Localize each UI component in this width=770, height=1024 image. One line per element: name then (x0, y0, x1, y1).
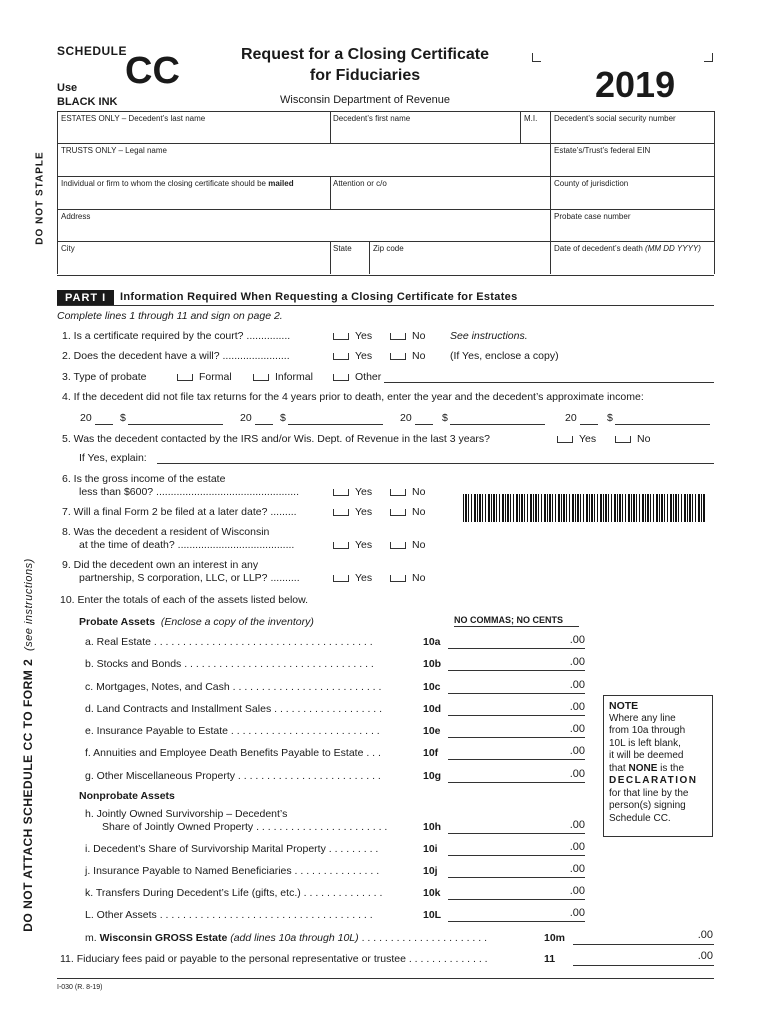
no-commas-header: NO COMMAS; NO CENTS (454, 615, 563, 625)
asset-10b-cents: .00 (569, 656, 585, 668)
asset-10f-label: f. Annuities and Employee Death Benefits Payable to Estate . . . (85, 747, 381, 759)
asset-10b-input[interactable] (448, 670, 585, 671)
q2-yes-checkbox[interactable]: Yes (333, 350, 372, 362)
part-i-tag: PART I (57, 290, 114, 306)
asset-10d-label: d. Land Contracts and Installment Sales . . . . . . . . . . . . . . . . . . . (85, 703, 383, 715)
q5-no-checkbox[interactable]: No (615, 433, 650, 445)
q4-year-4: 20 (565, 412, 577, 424)
asset-10k-cents: .00 (569, 885, 585, 897)
asset-10f-cents: .00 (569, 745, 585, 757)
question-6-line2: less than $600? ................................................. (79, 486, 300, 498)
schedule-label: SCHEDULE (57, 44, 128, 58)
asset-10i-cents: .00 (569, 841, 585, 853)
line-11-cents: .00 (697, 950, 713, 962)
asset-10a-label: a. Real Estate . . . . . . . . . . . . . . . . . . . . . . . . . . . . . . . . . . . . . . (85, 636, 373, 648)
asset-10c-input[interactable] (448, 693, 585, 694)
asset-10c-cents: .00 (569, 679, 585, 691)
probate-other-checkbox[interactable]: Other (333, 371, 381, 383)
probate-case-field[interactable]: Probate case number (554, 212, 631, 221)
q4-dollar-3: $ (442, 412, 448, 424)
county-field[interactable]: County of jurisdiction (554, 179, 629, 188)
form-title (200, 44, 530, 86)
asset-10h-number: 10h (423, 821, 442, 833)
corner-mark-right (704, 53, 713, 62)
line-11-number: 11 (544, 953, 556, 965)
asset-10j-number: 10j (423, 865, 438, 877)
do-not-staple-label: DO NOT STAPLE (34, 150, 46, 245)
part-i-instruction: Complete lines 1 through 11 and sign on page 2. (57, 310, 283, 322)
q4-year-3: 20 (400, 412, 412, 424)
line-11-input[interactable] (573, 965, 714, 966)
question-5: 5. Was the decedent contacted by the IRS and/or Wis. Dept. of Revenue in the last 3 years? (62, 433, 491, 445)
use-label: Use (57, 82, 78, 94)
asset-10m-label: m. Wisconsin GROSS Estate (add lines 10a through 10L) . . . . . . . . . . . . . . . . . . . . . . (85, 932, 488, 944)
city-field[interactable]: City (61, 244, 75, 253)
asset-10l-input[interactable] (448, 921, 585, 922)
asset-10a-cents: .00 (569, 634, 585, 646)
q4-income-1[interactable] (128, 424, 223, 425)
q4-dollar-2: $ (280, 412, 286, 424)
q5-explain-label: If Yes, explain: (79, 452, 147, 464)
probate-formal-checkbox[interactable]: Formal (177, 371, 232, 383)
q4-dollar-4: $ (607, 412, 613, 424)
part-i-title: Information Required When Requesting a Closing Certificate for Estates (120, 291, 518, 303)
probate-informal-checkbox[interactable]: Informal (253, 371, 313, 383)
asset-10j-label: j. Insurance Payable to Named Beneficiaries . . . . . . . . . . . . . . . (85, 865, 380, 877)
asset-10i-label: i. Decedent’s Share of Survivorship Marital Property . . . . . . . . . (85, 843, 379, 855)
question-1: 1. Is a certificate required by the court? ............... (62, 330, 291, 342)
asset-10e-cents: .00 (569, 723, 585, 735)
asset-10e-number: 10e (423, 725, 441, 737)
asset-10m-cents: .00 (697, 929, 713, 941)
mail-recipient-field[interactable]: Individual or firm to whom the closing certificate should be mailed (61, 179, 294, 188)
probate-assets-heading: Probate Assets (Enclose a copy of the inventory) (79, 616, 314, 628)
note-heading: NOTE (609, 700, 639, 712)
asset-10i-input[interactable] (448, 855, 585, 856)
question-2: 2. Does the decedent have a will? ....................... (62, 350, 290, 362)
asset-10c-label: c. Mortgages, Notes, and Cash . . . . . . . . . . . . . . . . . . . . . . . . . . (85, 681, 382, 693)
q2-no-checkbox[interactable]: No (390, 350, 425, 362)
asset-10h-input[interactable] (448, 833, 585, 834)
q9-yes-checkbox[interactable]: Yes (333, 572, 372, 584)
question-9: 9. Did the decedent own an interest in any (62, 559, 259, 571)
question-9-line2: partnership, S corporation, LLC, or LLP? .......... (79, 572, 300, 584)
q4-income-2[interactable] (288, 424, 383, 425)
asset-10h-cents: .00 (569, 819, 585, 831)
question-7: 7. Will a final Form 2 be filed at a later date? ......... (62, 506, 297, 518)
ssn-field[interactable]: Decedent’s social security number (554, 114, 676, 123)
q4-year-1: 20 (80, 412, 92, 424)
note-box: NOTE Where any line from 10a through 10L is left blank, it will be deemed that NONE is the DECLARATION for that line by the person(s) signing Schedule CC. (603, 695, 713, 837)
question-3: 3. Type of probate (62, 371, 147, 383)
date-of-death-field[interactable]: Date of decedent’s death (MM DD YYYY) (554, 244, 701, 253)
middle-initial-field[interactable]: M.I. (524, 114, 538, 123)
asset-10e-input[interactable] (448, 737, 585, 738)
asset-10j-cents: .00 (569, 863, 585, 875)
black-ink-label: BLACK INK (57, 96, 118, 108)
asset-10k-input[interactable] (448, 899, 585, 900)
q9-no-checkbox[interactable]: No (390, 572, 425, 584)
do-not-attach-label: DO NOT ATTACH SCHEDULE CC TO FORM 2 (see instructions) (21, 558, 35, 932)
asset-10g-input[interactable] (448, 782, 585, 783)
q4-income-3[interactable] (450, 424, 545, 425)
corner-mark-left (532, 53, 541, 62)
state-field[interactable]: State (333, 244, 352, 253)
asset-10b-number: 10b (423, 658, 442, 670)
question-6: 6. Is the gross income of the estate (62, 473, 226, 485)
federal-ein-field[interactable]: Estate’s/Trust’s federal EIN (554, 146, 651, 155)
address-field[interactable]: Address (61, 212, 91, 221)
zip-field[interactable]: Zip code (373, 244, 404, 253)
trust-legal-name-field[interactable]: TRUSTS ONLY – Legal name (61, 146, 167, 155)
q7-yes-checkbox[interactable]: Yes (333, 506, 372, 518)
asset-10c-number: 10c (423, 681, 441, 693)
question-10: 10. Enter the totals of each of the assets listed below. (60, 594, 309, 606)
form-title-line2: for Fiduciaries (309, 67, 421, 84)
q7-no-checkbox[interactable]: No (390, 506, 425, 518)
q1-no-checkbox[interactable]: No (390, 330, 425, 342)
asset-10k-label: k. Transfers During Decedent’s Life (gifts, etc.) . . . . . . . . . . . . . . (85, 887, 383, 899)
barcode-image (463, 494, 705, 522)
asset-10e-label: e. Insurance Payable to Estate . . . . . . . . . . . . . . . . . . . . . . . . . . (85, 725, 380, 737)
attention-field[interactable]: Attention or c/o (333, 179, 387, 188)
question-11: 11. Fiduciary fees paid or payable to the personal representative or trustee . . . . . . . . . . . . . . (60, 953, 488, 965)
asset-10d-input[interactable] (448, 715, 585, 716)
q4-year-2: 20 (240, 412, 252, 424)
q1-note: See instructions. (450, 330, 528, 342)
question-8-line2: at the time of death? ........................................ (79, 539, 295, 551)
nonprobate-assets-heading: Nonprobate Assets (79, 790, 175, 802)
schedule-cc-title: CC (125, 50, 180, 92)
q5-yes-checkbox[interactable]: Yes (557, 433, 596, 445)
q6-yes-checkbox[interactable]: Yes (333, 486, 372, 498)
q8-yes-checkbox[interactable]: Yes (333, 539, 372, 551)
asset-10k-number: 10k (423, 887, 441, 899)
asset-10d-number: 10d (423, 703, 442, 715)
q1-yes-checkbox[interactable]: Yes (333, 330, 372, 342)
asset-10l-label: L. Other Assets . . . . . . . . . . . . . . . . . . . . . . . . . . . . . . . . . . . . . (85, 909, 373, 921)
q2-note: (If Yes, enclose a copy) (450, 350, 559, 362)
form-number: I-030 (R. 8-19) (57, 984, 103, 991)
asset-10d-cents: .00 (569, 701, 585, 713)
asset-10f-input[interactable] (448, 759, 585, 760)
asset-10b-label: b. Stocks and Bonds . . . . . . . . . . . . . . . . . . . . . . . . . . . . . . . . . (85, 658, 374, 670)
q4-income-4[interactable] (615, 424, 710, 425)
probate-other-line[interactable] (384, 382, 714, 383)
question-8: 8. Was the decedent a resident of Wisconsin (62, 526, 270, 538)
asset-10l-cents: .00 (569, 907, 585, 919)
asset-10g-label: g. Other Miscellaneous Property . . . . . . . . . . . . . . . . . . . . . . . . . (85, 770, 381, 782)
asset-10i-number: 10i (423, 843, 438, 855)
department-name: Wisconsin Department of Revenue (280, 94, 450, 106)
q6-no-checkbox[interactable]: No (390, 486, 425, 498)
q8-no-checkbox[interactable]: No (390, 539, 425, 551)
decedent-first-name-field[interactable]: Decedent’s first name (333, 114, 411, 123)
q4-dollar-1: $ (120, 412, 126, 424)
asset-10m-input[interactable] (573, 944, 714, 945)
decedent-last-name-field[interactable]: ESTATES ONLY – Decedent’s last name (61, 114, 206, 123)
asset-10j-input[interactable] (448, 877, 585, 878)
q5-explain-line[interactable] (157, 463, 714, 464)
asset-10m-number: 10m (544, 932, 566, 944)
asset-10a-number: 10a (423, 636, 441, 648)
asset-10h-label-line2: Share of Jointly Owned Property . . . . . . . . . . . . . . . . . . . . . . . (102, 821, 388, 833)
asset-10g-number: 10g (423, 770, 442, 782)
question-4: 4. If the decedent did not file tax returns for the 4 years prior to death, enter the year and the decedent’s approximate income: (62, 391, 644, 403)
asset-10h-label: h. Jointly Owned Survivorship – Decedent’s (85, 808, 288, 820)
asset-10l-number: 10L (423, 909, 442, 921)
tax-year: 2019 (595, 64, 676, 105)
asset-10g-cents: .00 (569, 768, 585, 780)
asset-10a-input[interactable] (448, 648, 585, 649)
asset-10f-number: 10f (423, 747, 439, 759)
form-title-line1: Request for a Closing Certificate (240, 46, 490, 63)
